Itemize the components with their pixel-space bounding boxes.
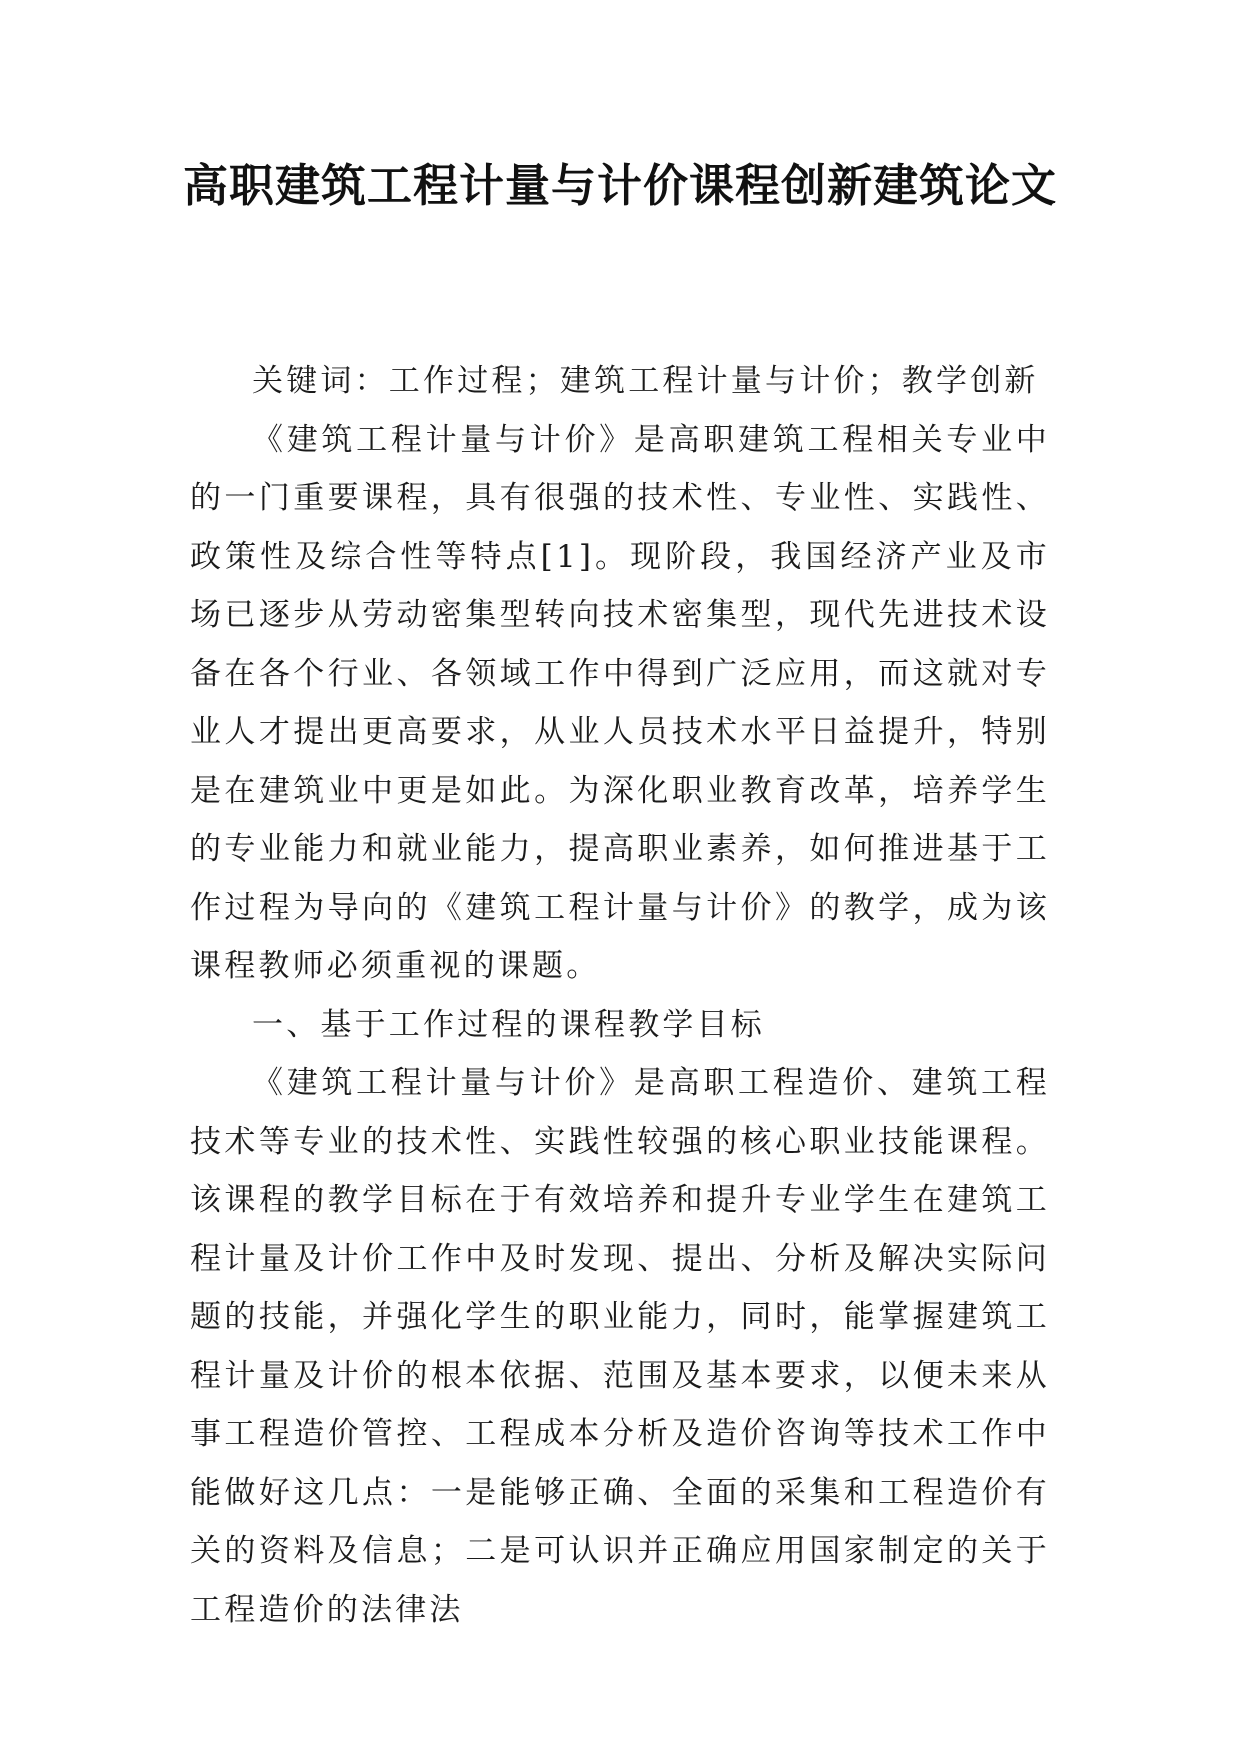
body-paragraph: 《建筑工程计量与计价》是高职建筑工程相关专业中的一门重要课程，具有很强的技术性、专业性、实践性、政策性及综合性等特点[1]。现阶段，我国经济产业及市场已逐步从劳动密集型转向技术密集型，现代先进技术设备在各个行业、各领域工作中得到广泛应用，而这就对专业人才提出更高要求，从业人员技术水平日益提升，特别是在建筑业中更是如此。为深化职业教育改革，培养学生的专业能力和就业能力，提高职业素养，如何推进基于工作过程为导向的《建筑工程计量与计价》的教学，成为该课程教师必须重视的课题。: [190, 421, 1050, 984]
document-body: [190, 352, 1050, 1639]
body-paragraph: 《建筑工程计量与计价》是高职工程造价、建筑工程技术等专业的技术性、实践性较强的核心职业技能课程。该课程的教学目标在于有效培养和提升专业学生在建筑工程计量及计价工作中及时发现、提出、分析及解决实际问题的技能，并强化学生的职业能力，同时，能掌握建筑工程计量及计价的根本依据、范围及基本要求，以便未来从事工程造价管控、工程成本分析及造价咨询等技术工作中能做好这几点：一是能够正确、全面的采集和工程造价有关的资料及信息；二是可认识并正确应用国家制定的关于工程造价的法律法: [190, 1065, 1050, 1628]
document-title: 高职建筑工程计量与计价课程创新建筑论文: [182, 159, 1057, 212]
section-heading: 一、基于工作过程的课程教学目标: [252, 1006, 765, 1043]
keywords-line: 关键词：工作过程；建筑工程计量与计价；教学创新: [252, 363, 1039, 399]
